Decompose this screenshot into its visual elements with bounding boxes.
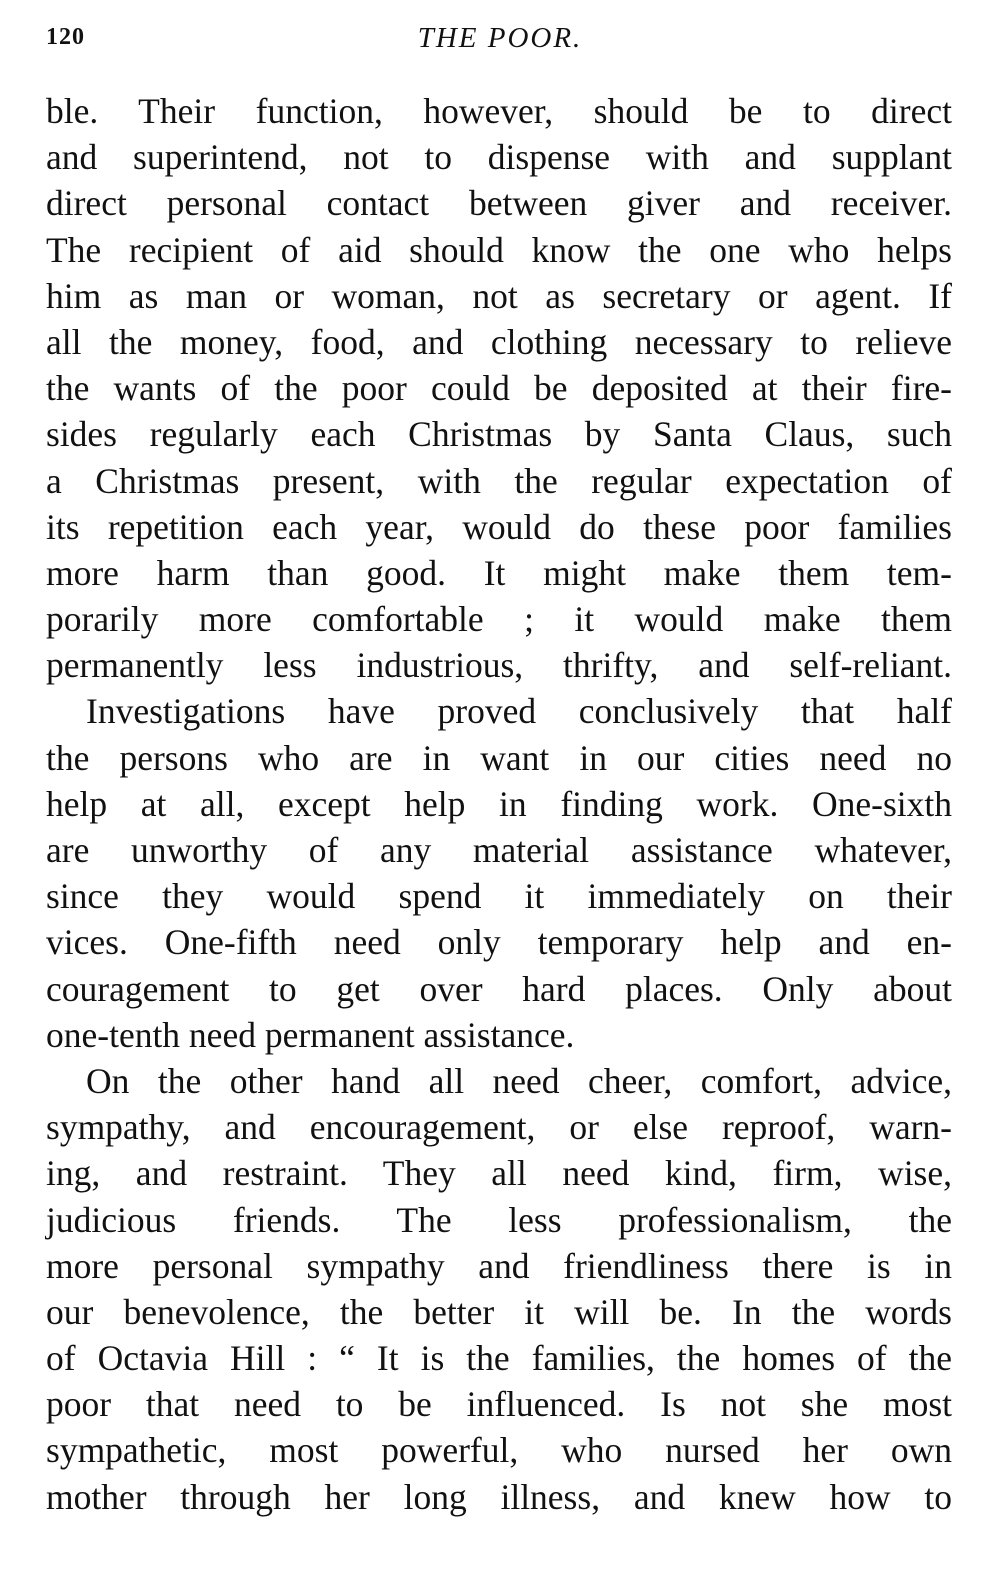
text-line: On the other hand all need cheer, comfort, advice,	[86, 1060, 952, 1101]
text-line: judicious friends. The less professionalism, the	[46, 1199, 952, 1240]
paragraph-1	[46, 88, 952, 688]
text-line: and superintend, not to dispense with and supplant	[46, 137, 952, 178]
text-line: mother through her long illness, and knew how to	[46, 1476, 952, 1517]
text-line: poor that need to be influenced. Is not she most	[46, 1384, 952, 1425]
text-line: one-tenth need permanent assistance.	[46, 1014, 575, 1055]
text-line: porarily more comfortable ; it would make them	[46, 599, 952, 640]
text-line: help at all, except help in finding work. One-sixth	[46, 783, 952, 824]
text-line: sides regularly each Christmas by Santa Claus, such	[46, 414, 952, 455]
text-line: of Octavia Hill : “ It is the families, the homes of the	[46, 1338, 952, 1379]
text-line: all the money, food, and clothing necessary to relieve	[46, 321, 952, 362]
text-line: Investigations have proved conclusively that half	[86, 691, 952, 732]
text-line: our benevolence, the better it will be. In the words	[46, 1291, 952, 1332]
text-line: him as man or woman, not as secretary or agent. If	[46, 275, 952, 316]
paragraph-2	[46, 688, 952, 1058]
text-line: sympathy, and encouragement, or else reproof, warn-	[46, 1107, 952, 1148]
text-line: the persons who are in want in our cities need no	[46, 737, 952, 778]
text-line: direct personal contact between giver and receiver.	[46, 183, 952, 224]
text-line: more harm than good. It might make them tem-	[46, 552, 952, 593]
text-line: since they would spend it immediately on their	[46, 876, 952, 917]
text-line: ble. Their function, however, should be to direct	[46, 91, 952, 131]
text-line: its repetition each year, would do these poor families	[46, 506, 952, 547]
page-header	[46, 22, 954, 62]
text-line: a Christmas present, with the regular expectation of	[46, 460, 952, 501]
text-line: ing, and restraint. They all need kind, firm, wise,	[46, 1153, 952, 1194]
text-line: vices. One-fifth need only temporary help and en-	[46, 922, 952, 963]
text-line: permanently less industrious, thrifty, and self-reliant.	[46, 645, 952, 686]
text-line: are unworthy of any material assistance whatever,	[46, 830, 952, 870]
text-line: sympathetic, most powerful, who nursed her own	[46, 1430, 952, 1471]
text-line: the wants of the poor could be deposited at their fire-	[46, 368, 952, 409]
body-text	[46, 88, 952, 1520]
text-line: The recipient of aid should know the one who helps	[46, 229, 952, 270]
running-title: THE POOR.	[417, 22, 583, 54]
text-line: more personal sympathy and friendliness there is in	[46, 1245, 952, 1286]
page-number: 120	[46, 24, 85, 50]
paragraph-3	[46, 1058, 952, 1520]
text-line: couragement to get over hard places. Only about	[46, 968, 952, 1009]
